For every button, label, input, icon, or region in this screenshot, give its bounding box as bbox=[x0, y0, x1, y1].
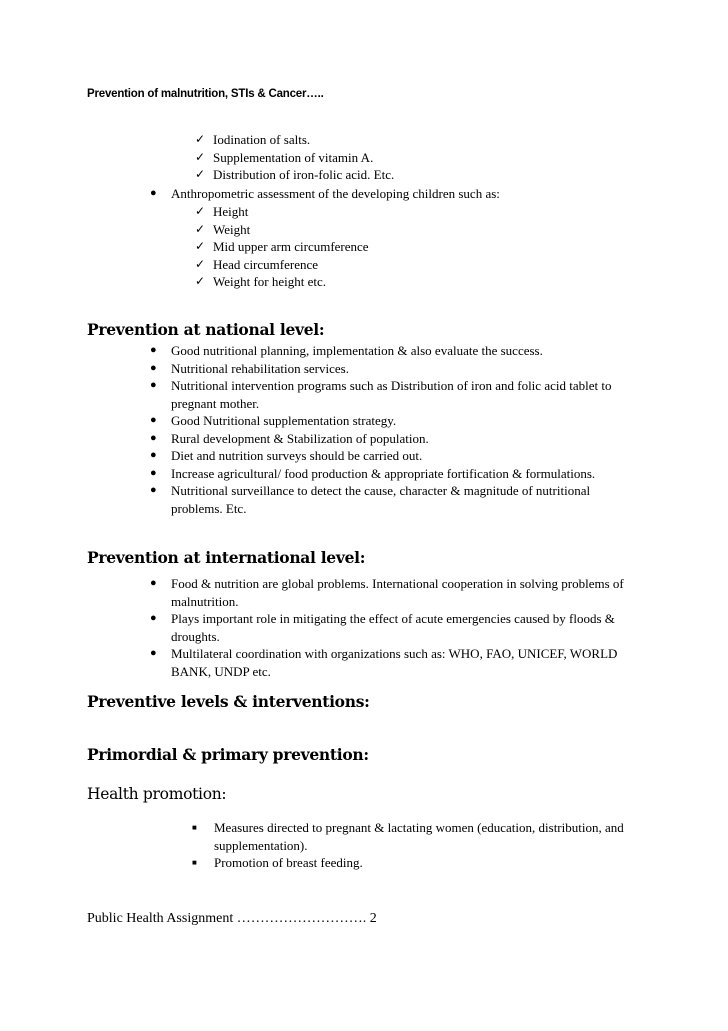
bullet-icon: ● bbox=[150, 361, 157, 374]
list-item: ■ Measures directed to pregnant & lactating women (education, distribution, and supplementation). bbox=[192, 820, 624, 853]
health-promotion-list bbox=[192, 819, 624, 872]
list-item: ✓ Height bbox=[195, 204, 249, 219]
checklist-anthropometric bbox=[195, 203, 369, 291]
list-item: ✓ Head circumference bbox=[195, 256, 319, 272]
list-item: ● Diet and nutrition surveys should be carried out. bbox=[150, 448, 423, 463]
bullet-icon: ● bbox=[150, 187, 157, 199]
list-item: ● Nutritional intervention programs such as Distribution of iron and folic acid tablet to pregnant mother. bbox=[150, 378, 612, 411]
list-item: ✓ Weight bbox=[195, 221, 251, 237]
list-item: ✓ Distribution of iron-folic acid. Etc. bbox=[195, 167, 395, 182]
bullet-icon: ● bbox=[150, 379, 157, 391]
check-icon: ✓ bbox=[195, 274, 206, 288]
national-heading: Prevention at national level: bbox=[87, 320, 325, 339]
international-list bbox=[150, 575, 624, 680]
page-header: Prevention of malnutrition, STIs & Cancer….. bbox=[87, 88, 324, 100]
list-item: ● Good nutritional planning, implementation & also evaluate the success. bbox=[150, 343, 543, 358]
health-promotion-heading: Health promotion: bbox=[87, 785, 227, 803]
list-item: ✓ Iodination of salts. bbox=[195, 132, 311, 147]
check-icon: ✓ bbox=[195, 132, 206, 146]
anthropometric-list bbox=[150, 185, 500, 203]
list-item: ● Multilateral coordination with organizations such as: WHO, FAO, UNICEF, WORLD BANK, UNDP etc. bbox=[150, 646, 618, 679]
preventive-levels-heading: Preventive levels & interventions: bbox=[87, 692, 370, 711]
square-bullet-icon: ■ bbox=[192, 858, 197, 867]
list-item: ✓ Supplementation of vitamin A. bbox=[195, 149, 374, 165]
list-item: ● Plays important role in mitigating the effect of acute emergencies caused by floods & droughts. bbox=[150, 611, 615, 644]
bullet-icon: ● bbox=[150, 466, 157, 479]
bullet-icon: ● bbox=[150, 414, 157, 426]
check-icon: ✓ bbox=[195, 149, 206, 164]
bullet-icon: ● bbox=[150, 449, 157, 461]
check-icon: ✓ bbox=[195, 167, 206, 181]
bullet-icon: ● bbox=[150, 612, 157, 624]
national-list bbox=[150, 342, 612, 517]
list-item: ■ Promotion of breast feeding. bbox=[192, 855, 363, 870]
page-footer: Public Health Assignment ………………………. 2 bbox=[87, 911, 377, 926]
list-item: ● Good Nutritional supplementation strategy. bbox=[150, 413, 397, 428]
primordial-heading: Primordial & primary prevention: bbox=[87, 745, 369, 764]
bullet-icon: ● bbox=[150, 577, 157, 589]
bullet-icon: ● bbox=[150, 647, 157, 659]
check-icon: ✓ bbox=[195, 239, 206, 253]
list-item: ● Food & nutrition are global problems. International cooperation in solving problems of malnutrition. bbox=[150, 576, 624, 609]
bullet-icon: ● bbox=[150, 344, 157, 356]
checklist-top bbox=[195, 131, 395, 184]
list-item: ● Rural development & Stabilization of population. bbox=[150, 430, 429, 446]
check-icon: ✓ bbox=[195, 204, 206, 218]
list-item: ✓ Weight for height etc. bbox=[195, 274, 327, 289]
list-item: ✓ Mid upper arm circumference bbox=[195, 239, 369, 254]
list-item: ● Increase agricultural/ food production & appropriate fortification & formulations. bbox=[150, 465, 596, 481]
list-item: ● Anthropometric assessment of the developing children such as: bbox=[150, 186, 500, 201]
list-item: ● Nutritional rehabilitation services. bbox=[150, 360, 349, 376]
list-item: ● Nutritional surveillance to detect the cause, character & magnitude of nutritional problems. Etc. bbox=[150, 483, 591, 516]
bullet-icon: ● bbox=[150, 431, 157, 444]
international-heading: Prevention at international level: bbox=[87, 548, 366, 567]
square-bullet-icon: ■ bbox=[192, 823, 197, 832]
bullet-icon: ● bbox=[150, 484, 157, 496]
check-icon: ✓ bbox=[195, 221, 206, 236]
check-icon: ✓ bbox=[195, 256, 206, 271]
